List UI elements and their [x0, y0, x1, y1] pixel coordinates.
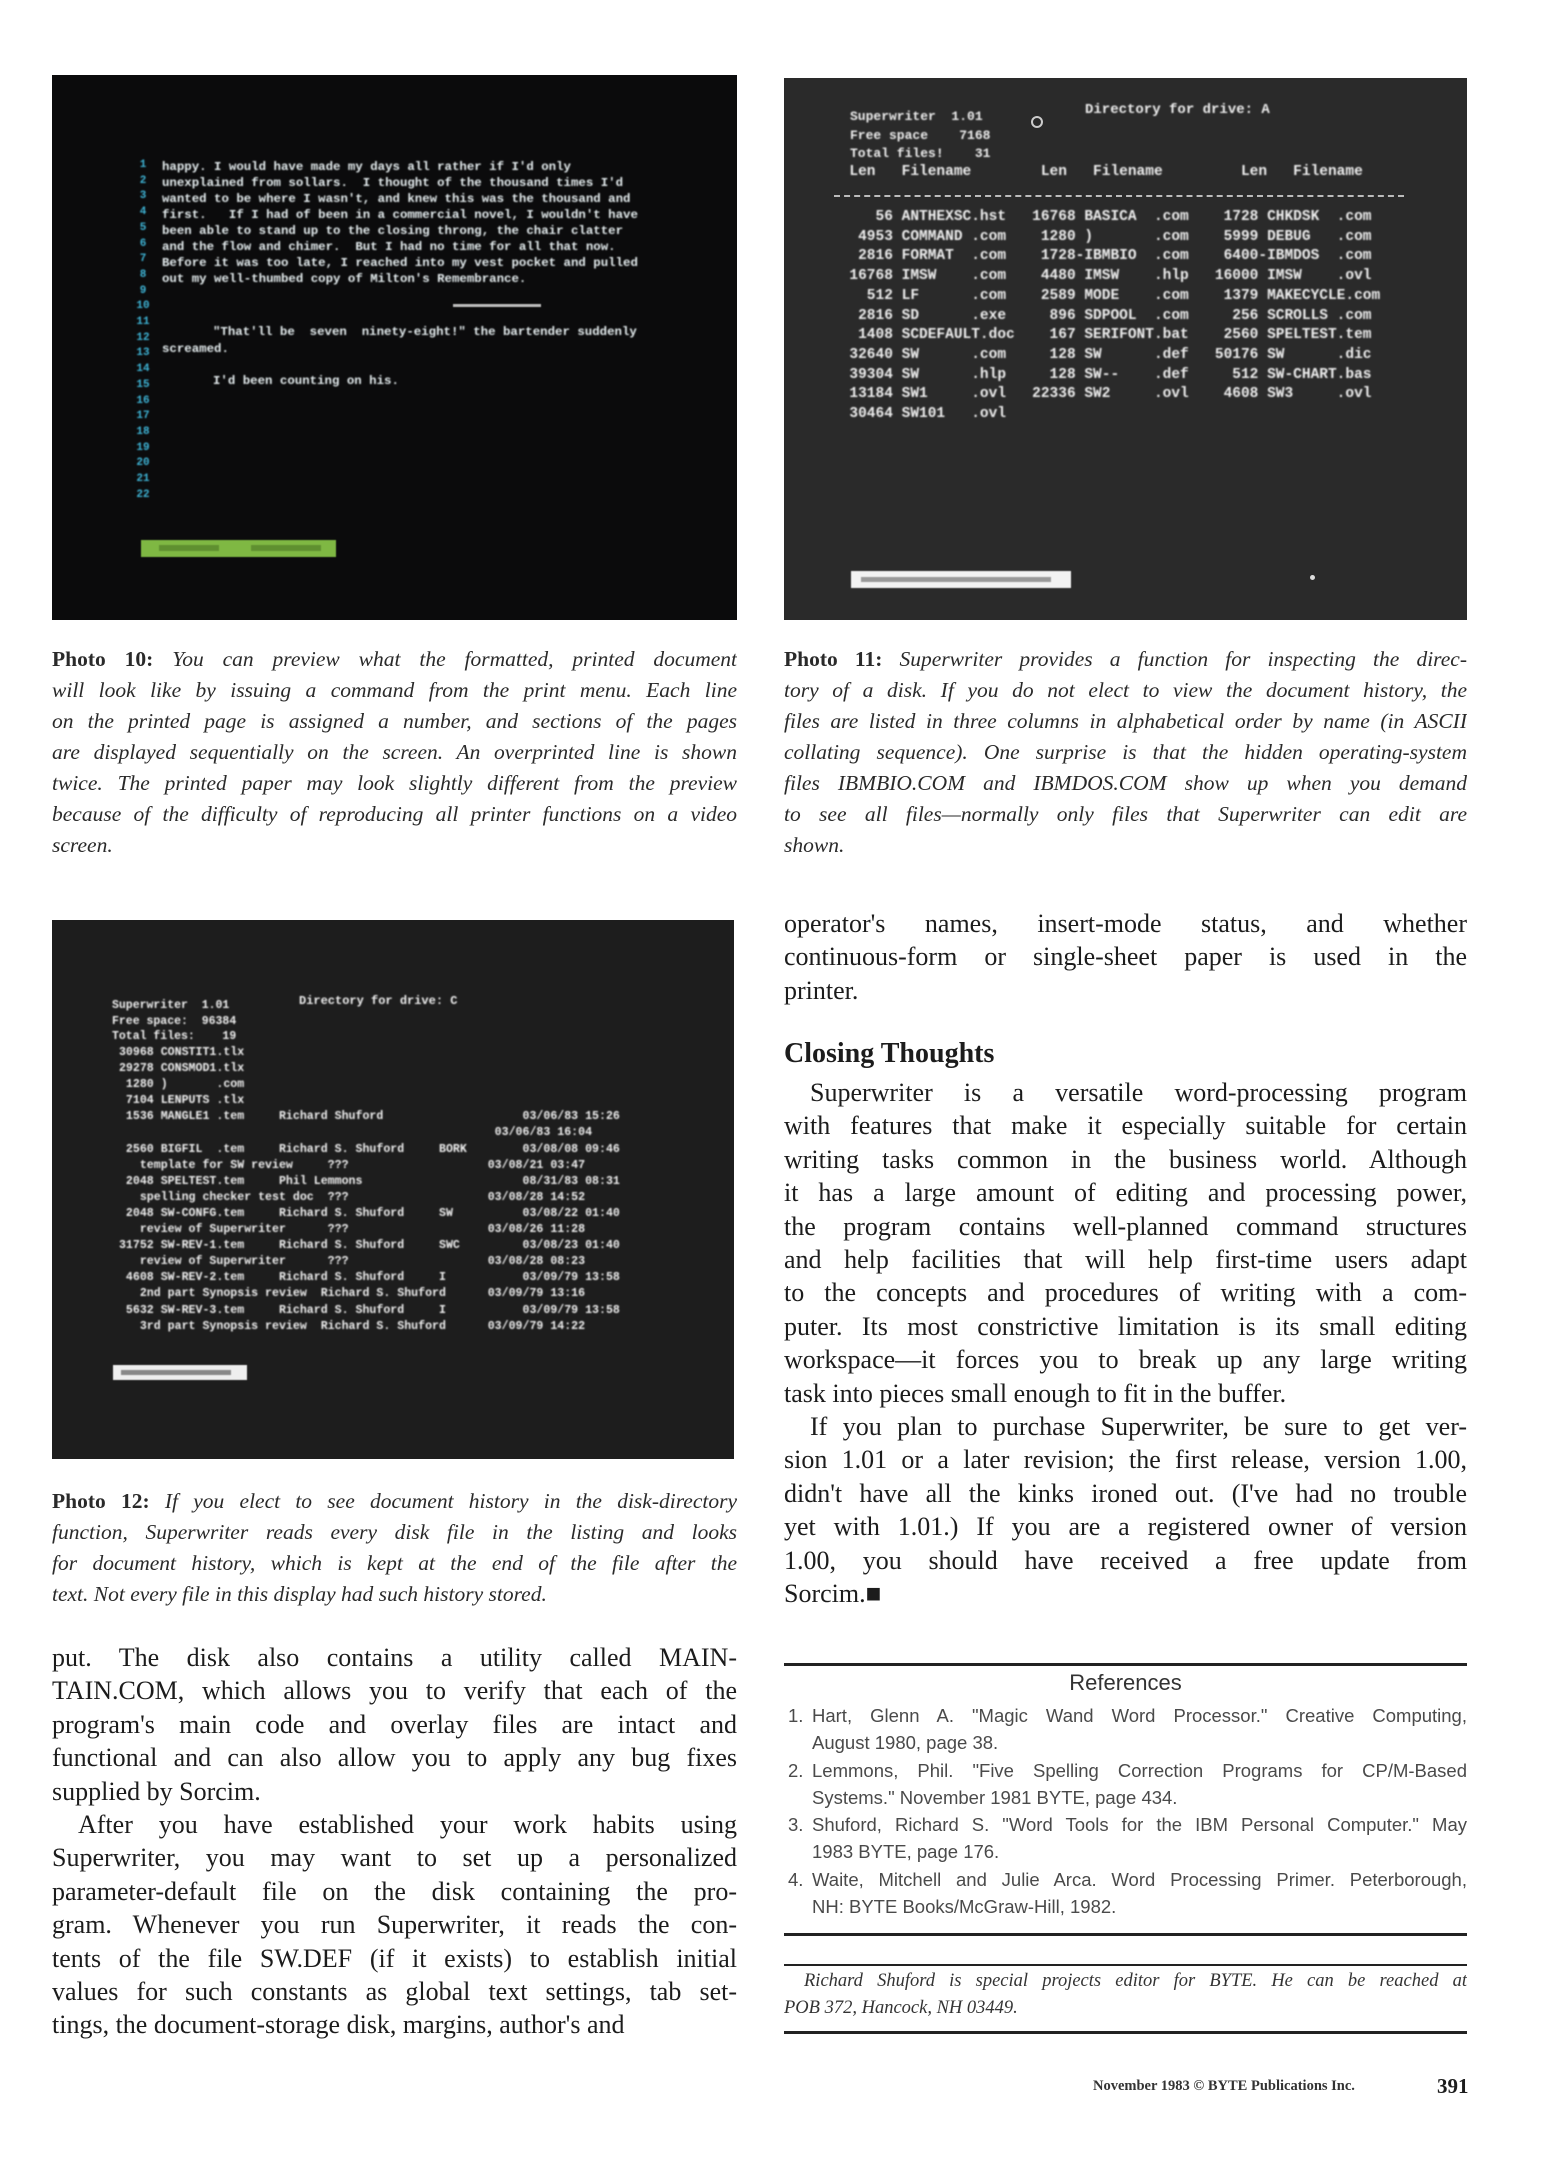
reference-line: Waite, Mitchell and Julie Arca. Word Processing Primer. Peterborough,: [812, 1868, 1467, 1890]
caption-line: to see all files—normally only files that Superwriter can edit are: [784, 802, 1467, 826]
screen-text-line: and the flow and chimer. But I had no time for all that now.: [162, 240, 616, 254]
footer-credit: November 1983 © BYTE Publications Inc.: [1093, 2078, 1355, 2094]
screen-line-number: 7: [139, 253, 147, 266]
text-line: it has a large amount of editing and processing power,: [784, 1178, 1467, 1208]
caption-line: files IBMBIO.COM and IBMDOS.COM show up when you demand: [784, 771, 1467, 795]
reference-number: 2.: [788, 1759, 804, 1781]
screen-header-line: Total files! 31: [850, 146, 991, 161]
text-line: tings, the document-storage disk, margins, author's and: [52, 2010, 625, 2040]
caption-line: [52, 1486, 737, 1517]
paragraph: [52, 1641, 737, 1808]
text-line: tents of the file SW.DEF (if it exists) to establish initial: [52, 1943, 737, 1973]
reference-item: [784, 1757, 1467, 1812]
text-line: values for such constants as global text settings, tab set-: [52, 1977, 737, 2007]
screen-file-row: 2048 SPELTEST.tem Phil Lemmons 08/31/83 08:31: [112, 1174, 620, 1188]
screen-file-row: 31752 SW-REV-1.tem Richard S. Shuford SWC 03/08/23 01:40: [112, 1239, 620, 1253]
caption-text: You can preview what the formatted, printed document: [153, 647, 737, 671]
screen-file-row: 29278 CONSMOD1.tlx: [112, 1062, 245, 1076]
screen-file-row: 512 LF .com 2589 MODE .com 1379 MAKECYCLE.com: [832, 287, 1381, 304]
caption-label: Photo 12:: [52, 1489, 150, 1513]
screen-file-row: review of Superwriter ??? 03/08/26 11:28: [112, 1223, 586, 1237]
screen-line-number: 18: [136, 425, 150, 438]
screen-title: Directory for drive: C: [299, 994, 458, 1008]
screen-file-row: 3rd part Synopsis review Richard S. Shuford 03/09/79 14:22: [112, 1319, 586, 1333]
caption-line: will look like by issuing a command from the print menu. Each line: [52, 678, 737, 702]
bio-bottom-rule: [784, 2031, 1467, 2034]
screen-header-line: Free space: 96384: [112, 1014, 237, 1028]
caption-line: function, Superwriter reads every disk file in the listing and looks: [52, 1520, 737, 1544]
text-line: After you have established your work habits using: [78, 1810, 737, 1840]
screen-text-line: unexplained from sollars. I thought of the thousand times I'd: [162, 176, 624, 190]
screen-line-number: 13: [136, 347, 150, 360]
screen-line-number: 2: [139, 174, 147, 187]
caption-line: on the printed page is assigned a number, and sections of the pages: [52, 709, 737, 733]
screen-line-number: 5: [139, 221, 147, 234]
author-bio: [784, 1968, 1467, 2022]
references-bottom-rule: [784, 1933, 1467, 1936]
reference-line: 1983 BYTE, page 176.: [812, 1841, 1000, 1863]
reference-number: 3.: [788, 1814, 804, 1836]
screen-text-line: been able to stand up to the closing throng, the chair clatter: [162, 224, 624, 238]
screen-quote-cont: screamed.: [162, 342, 229, 356]
caption-line: files are listed in three columns in alphabetical order by name (in ASCII: [784, 709, 1467, 733]
text-line: 1.00, you should have received a free update from: [784, 1545, 1467, 1575]
screen-text-line: first. If I had of been in a commercial novel, I wouldn't have: [162, 208, 638, 222]
text-line: workspace—it forces you to break up any large writing: [784, 1345, 1467, 1375]
bio-line: POB 372, Hancock, NH 03449.: [784, 1998, 1018, 2018]
screen-file-row: 1408 SCDEFAULT.doc 167 SERIFONT.bat 2560 SPELTEST.tem: [832, 327, 1372, 344]
text-line: sion 1.01 or a later revision; the first release, version 1.00,: [784, 1445, 1467, 1475]
screen-file-row: 56 ANTHEXSC.hst 16768 BASICA .com 1728 CHKDSK .com: [832, 209, 1372, 225]
caption-line: [784, 644, 1467, 675]
caption-line: tory of a disk. If you do not elect to view the document history, the: [784, 678, 1467, 702]
text-line: Superwriter, you may want to set up a personalized: [52, 1843, 737, 1873]
reference-line: Hart, Glenn A. "Magic Wand Word Processor." Creative Computing,: [812, 1705, 1467, 1726]
text-line: program's main code and overlay files are intact and: [52, 1709, 737, 1739]
screen-file-row: 13184 SW1 .ovl 22336 SW2 .ovl 4608 SW3 .ovl: [832, 386, 1372, 403]
text-line: parameter-default file on the disk containing the pro-: [52, 1876, 737, 1906]
caption-line: screen.: [52, 833, 113, 857]
screen-line-number: 11: [136, 316, 150, 329]
paragraph: [52, 1808, 737, 2042]
screen-header: [850, 108, 990, 164]
screen-file-row: 2560 BIGFIL .tem Richard S. Shuford BORK 03/08/08 09:46: [112, 1142, 620, 1156]
references-top-rule: [784, 1663, 1467, 1666]
screen-header-rule: [834, 195, 1404, 199]
screen-file-row: 2048 SW-CONFG.tem Richard S. Shuford SW 03/08/22 01:40: [112, 1206, 620, 1220]
caption-line: [52, 644, 737, 675]
text-line: writing tasks common in the business world. Although: [784, 1144, 1467, 1174]
references-title: References: [1069, 1670, 1182, 1695]
screen-line-number: 12: [136, 331, 150, 344]
text-line: didn't have all the kinks ironed out. (I've had no trouble: [784, 1478, 1467, 1508]
reference-line: August 1980, page 38.: [812, 1732, 999, 1754]
screen-line-number: 22: [136, 488, 150, 501]
caption-line: twice. The printed paper may look slightly different from the preview: [52, 771, 737, 795]
screen-file-row: 30968 CONSTIT1.tlx: [112, 1046, 245, 1059]
text-line: If you plan to purchase Superwriter, be sure to get ver-: [810, 1412, 1467, 1442]
text-line: put. The disk also contains a utility called MAIN-: [52, 1643, 737, 1672]
text-line: functional and can also allow you to apply any bug fixes: [52, 1743, 737, 1773]
caption-label: Photo 11:: [784, 647, 883, 671]
screen-file-row: 2816 SD .exe 896 SDPOOL .com 256 SCROLLS .com: [832, 307, 1372, 324]
screen-last-line: I'd been counting on his.: [213, 374, 399, 388]
screen-header: [112, 998, 236, 1045]
screen-line-number: 20: [136, 457, 150, 470]
screen-file-list: [832, 208, 1380, 425]
closing-thoughts-body: [784, 1076, 1467, 1611]
screen-line-numbers: [133, 158, 153, 503]
screen-file-row: 03/06/83 16:04: [112, 1126, 593, 1140]
screen-paragraph: [162, 159, 638, 287]
caption-line: are displayed sequentially on the screen. An overprinted line is shown: [52, 740, 737, 764]
reference-item: [784, 1702, 1467, 1757]
screen-file-row: 32640 SW .com 128 SW .def 50176 SW .dic: [832, 346, 1372, 363]
photo-11-caption: [784, 644, 1467, 861]
screen-line-number: 8: [139, 268, 147, 281]
screen-text-line: wanted to be where I wasn't, and knew this was the thousand and: [162, 192, 631, 206]
text-line: yet with 1.01.) If you are a registered owner of version: [784, 1512, 1467, 1542]
screen-file-list: [112, 1045, 620, 1335]
reference-item: [784, 1811, 1467, 1866]
reference-line: NH: BYTE Books/McGraw-Hill, 1982.: [812, 1896, 1117, 1918]
screen-line-number: 14: [136, 363, 150, 376]
screen-file-row: review of Superwriter ??? 03/08/28 08:23: [112, 1255, 586, 1269]
page-number: 391: [1437, 2074, 1469, 2098]
screen-file-row: 4953 COMMAND .com 1280 ) .com 5999 DEBUG .com: [832, 228, 1372, 245]
screen-text-line: out my well-thumbed copy of Milton's Remembrance.: [162, 272, 527, 286]
bio-line: Richard Shuford is special projects editor for BYTE. He can be reached at: [804, 1971, 1467, 1991]
text-line: puter. Its most constrictive limitation is its small editing: [784, 1311, 1467, 1341]
bio-top-rule: [784, 1964, 1467, 1966]
screen-dot: [1310, 575, 1315, 580]
screen-file-row: 2816 FORMAT .com 1728-IBMBIO .com 6400-IBMDOS .com: [832, 248, 1372, 265]
screen-quote-line: "That'll be seven ninety-eight!" the bartender suddenly: [213, 325, 637, 339]
reference-number: 1.: [788, 1705, 804, 1726]
references-list: [784, 1702, 1467, 1920]
text-line: task into pieces small enough to fit in the buffer.: [784, 1378, 1287, 1408]
screen-text-line: happy. I would have made my days all rather if I'd only: [162, 160, 571, 174]
right-column-continued-text: [784, 907, 1467, 1007]
reference-line: Shuford, Richard S. "Word Tools for the IBM Personal Computer." May: [812, 1814, 1467, 1836]
text-line: the program contains well-planned command structures: [784, 1211, 1467, 1241]
screen-file-row: 39304 SW .hlp 128 SW-- .def 512 SW-CHART.bas: [832, 366, 1372, 383]
caption-line: for document history, which is kept at the end of the file after the: [52, 1551, 737, 1575]
text-line: with features that make it especially suitable for certain: [784, 1111, 1467, 1141]
screen-file-row: 1536 MANGLE1 .tem Richard Shuford 03/06/83 15:26: [112, 1110, 620, 1124]
screen-file-row: 5632 SW-REV-3.tem Richard S. Shuford I 03/09/79 13:58: [112, 1303, 620, 1317]
caption-line: shown.: [784, 833, 845, 857]
reference-line: Systems." November 1981 BYTE, page 434.: [812, 1786, 1178, 1808]
text-line: Superwriter is a versatile word-processing program: [810, 1078, 1467, 1107]
text-line: to the concepts and procedures of writing with a com-: [784, 1278, 1467, 1308]
screen-line-number: 3: [139, 190, 147, 203]
screen-file-row: 16768 IMSW .com 4480 IMSW .hlp 16000 IMSW .ovl: [832, 268, 1372, 285]
caption-line: text. Not every file in this display had such history stored.: [52, 1582, 547, 1606]
screen-line-number: 16: [136, 394, 150, 407]
text-line: TAIN.COM, which allows you to verify that each of the: [52, 1676, 737, 1706]
paragraph: [784, 1410, 1467, 1610]
text-line: supplied by Sorcim.: [52, 1776, 261, 1806]
screen-file-row: template for SW review ??? 03/08/21 03:47: [112, 1158, 586, 1172]
left-column-body: [52, 1641, 737, 2042]
photo-10-print-preview-screen: [52, 75, 737, 620]
caption-line: collating sequence). One surprise is that the hidden operating-system: [784, 740, 1467, 764]
screen-cursor-icon: [1031, 116, 1043, 128]
section-heading-closing-thoughts: Closing Thoughts: [784, 1038, 995, 1069]
caption-label: Photo 10:: [52, 647, 154, 671]
screen-line-number: 9: [139, 284, 147, 297]
screen-divider: [453, 304, 541, 307]
screen-line-number: 21: [136, 473, 150, 486]
reference-number: 4.: [788, 1868, 804, 1890]
text-line: gram. Whenever you run Superwriter, it reads the con-: [52, 1910, 737, 1940]
screen-header-line: Superwriter 1.01: [112, 999, 230, 1012]
screen-header-line: Total files: 19: [112, 1030, 237, 1043]
screen-file-row: 7104 LENPUTS .tlx: [112, 1094, 245, 1108]
paragraph: [784, 1076, 1467, 1410]
screen-file-row: 4608 SW-REV-2.tem Richard S. Shuford I 03/09/79 13:58: [112, 1271, 620, 1285]
text-line: Sorcim.■: [784, 1579, 882, 1609]
screen-file-row: 30464 SW101 .ovl: [832, 406, 1007, 423]
screen-text-line: Before it was too late, I reached into my vest pocket and pulled: [162, 256, 638, 270]
photo-12-caption: [52, 1486, 737, 1610]
screen-status-bar: [141, 540, 336, 557]
text-line: and help facilities that will help first-time users adapt: [784, 1245, 1467, 1275]
text-line: printer.: [784, 975, 859, 1005]
screen-status-bar: [113, 1365, 247, 1380]
screen-line-number: 17: [136, 410, 150, 423]
screen-file-row: 1280 ) .com: [112, 1078, 245, 1092]
screen-title: Directory for drive: A: [1085, 102, 1270, 118]
screen-line-number: 6: [139, 237, 147, 250]
screen-line-number: 19: [136, 441, 150, 454]
text-line: operator's names, insert-mode status, and whether: [784, 909, 1467, 938]
reference-item: [784, 1866, 1467, 1921]
screen-status-bar: [851, 571, 1071, 588]
photo-11-directory-screen: [784, 78, 1467, 620]
screen-line-number: 15: [136, 378, 150, 391]
caption-text: Superwriter provides a function for inspecting the direc-: [882, 647, 1467, 671]
caption-text: If you elect to see document history in the disk-directory: [149, 1489, 737, 1513]
reference-line: Lemmons, Phil. "Five Spelling Correction Programs for CP/M-Based: [812, 1759, 1467, 1781]
screen-file-row: 2nd part Synopsis review Richard S. Shuford 03/09/79 13:16: [112, 1287, 586, 1301]
screen-line-number: 1: [139, 159, 147, 171]
screen-column-headers: Len Filename Len Filename Len Filename: [832, 164, 1363, 180]
photo-12-directory-history-screen: [52, 920, 734, 1459]
text-line: continuous-form or single-sheet paper is used in the: [784, 942, 1467, 972]
screen-file-row: spelling checker test doc ??? 03/08/28 14:52: [112, 1190, 586, 1204]
screen-header-line: Superwriter 1.01: [850, 109, 983, 124]
screen-header-line: Free space 7168: [850, 127, 991, 143]
screen-line-number: 4: [139, 206, 147, 219]
caption-line: because of the difficulty of reproducing all printer functions on a video: [52, 802, 737, 826]
photo-10-caption: [52, 644, 737, 861]
screen-line-number: 10: [136, 300, 150, 313]
